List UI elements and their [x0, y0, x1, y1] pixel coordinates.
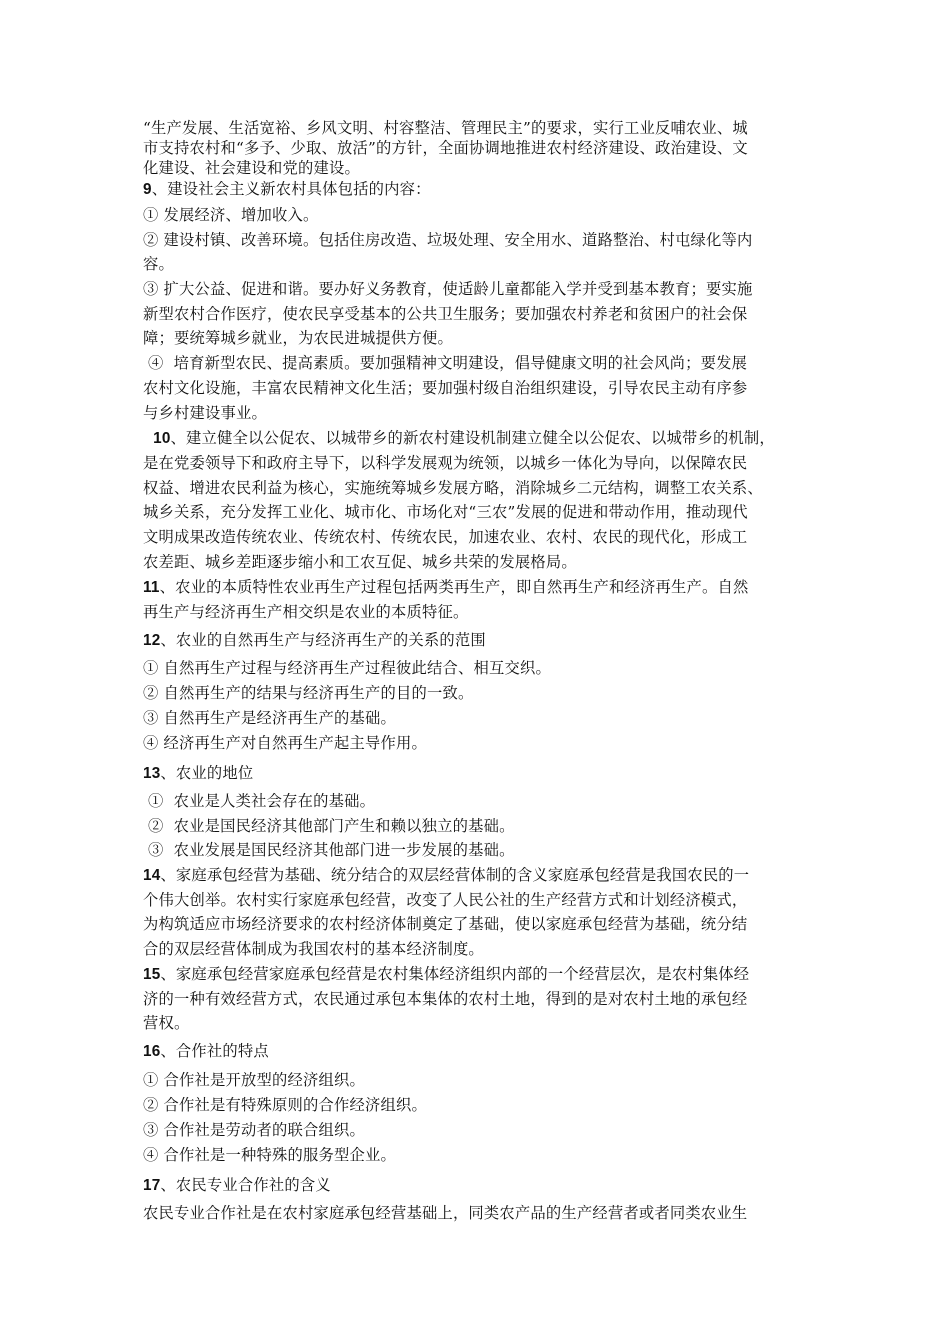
section-number: 14	[143, 867, 161, 884]
text-line: 障；要统筹城乡就业，为农民进城提供方便。	[143, 329, 453, 347]
section-heading: 9、建设社会主义新农村具体包括的内容：	[143, 180, 431, 198]
section-heading: 16、合作社的特点	[143, 1042, 269, 1060]
section-heading: 15、家庭承包经营家庭承包经营是农村集体经济组织内部的一个经营层次，是农村集体经	[143, 965, 750, 983]
text-line: 农差距、城乡差距逐步缩小和工农互促、城乡共荣的发展格局。	[143, 553, 577, 571]
text-line: 城乡关系，充分发挥工业化、城市化、市场化对“三农”发展的促进和带动作用，推动现代	[143, 503, 748, 521]
text-line: 新型农村合作医疗，使农民享受基本的公共卫生服务；要加强农村养老和贫困户的社会保	[143, 305, 748, 323]
text-line: 济的一种有效经营方式，农民通过承包本集体的农村土地，得到的是对农村土地的承包经	[143, 990, 748, 1008]
list-item: ① 自然再生产过程与经济再生产过程彼此结合、相互交织。	[143, 659, 551, 677]
section-heading: 11、农业的本质特性农业再生产过程包括两类再生产，即自然再生产和经济再生产。自然	[143, 578, 749, 596]
section-number: 17	[143, 1177, 161, 1194]
section-number: 13	[143, 765, 161, 782]
text-line: 农村文化设施，丰富农民精神文化生活；要加强村级自治组织建设，引导农民主动有序参	[143, 379, 748, 397]
section-heading: 10、建立健全以公促农、以城带乡的新农村建设机制建立健全以公促农、以城带乡的机制，	[153, 429, 775, 447]
list-item: ① 农业是人类社会存在的基础。	[143, 792, 376, 810]
section-number: 9	[143, 181, 152, 198]
text-line: 是在党委领导下和政府主导下，以科学发展观为统领，以城乡一体化为导向，以保障农民	[143, 454, 748, 472]
text-line: 与乡村建设事业。	[143, 404, 267, 422]
section-number: 16	[143, 1043, 161, 1060]
list-item: ② 合作社是有特殊原则的合作经济组织。	[143, 1096, 428, 1114]
list-item: ② 建设村镇、改善环境。包括住房改造、垃圾处理、安全用水、道路整治、村屯绿化等内	[143, 231, 753, 249]
text-line: 容。	[143, 255, 174, 273]
text-line: “生产发展、生活宽裕、乡风文明、村容整洁、管理民主”的要求，实行工业反哺农业、城	[143, 119, 748, 137]
section-heading: 14、家庭承包经营为基础、统分结合的双层经营体制的含义家庭承包经营是我国农民的一	[143, 866, 750, 884]
list-item: ② 农业是国民经济其他部门产生和赖以独立的基础。	[143, 817, 515, 835]
list-item: ③ 扩大公益、促进和谐。要办好义务教育，使适龄儿童都能入学并受到基本教育；要实施	[143, 280, 753, 298]
section-number: 15	[143, 966, 161, 983]
section-heading: 13、农业的地位	[143, 764, 254, 782]
text-line: 权益、增进农民利益为核心，实施统筹城乡发展方略，消除城乡二元结构，调整工农关系、	[143, 479, 763, 497]
section-number: 11	[143, 579, 160, 596]
section-heading: 12、农业的自然再生产与经济再生产的关系的范围	[143, 631, 486, 649]
text-line: 营权。	[143, 1014, 190, 1032]
text-line: 市支持农村和“多予、少取、放活”的方针，全面协调地推进农村经济建设、政治建设、文	[143, 139, 748, 157]
list-item: ④ 经济再生产对自然再生产起主导作用。	[143, 734, 428, 752]
text-line: 农民专业合作社是在农村家庭承包经营基础上，同类农产品的生产经营者或者同类农业生	[143, 1204, 748, 1222]
section-heading: 17、农民专业合作社的含义	[143, 1176, 331, 1194]
list-item: ④ 培育新型农民、提高素质。要加强精神文明建设，倡导健康文明的社会风尚；要发展	[143, 354, 748, 372]
text-line: 再生产与经济再生产相交织是农业的本质特征。	[143, 603, 469, 621]
list-item: ③ 合作社是劳动者的联合组织。	[143, 1121, 366, 1139]
text-line: 合的双层经营体制成为我国农村的基本经济制度。	[143, 940, 484, 958]
text-line: 化建设、社会建设和党的建设。	[143, 159, 360, 177]
section-number: 10	[153, 430, 171, 447]
list-item: ① 合作社是开放型的经济组织。	[143, 1071, 366, 1089]
text-line: 为构筑适应市场经济要求的农村经济体制奠定了基础，使以家庭承包经营为基础，统分结	[143, 915, 748, 933]
list-item: ③ 自然再生产是经济再生产的基础。	[143, 709, 397, 727]
text-line: 个伟大创举。农村实行家庭承包经营，改变了人民公社的生产经营方式和计划经济模式，	[143, 891, 748, 909]
list-item: ④ 合作社是一种特殊的服务型企业。	[143, 1146, 397, 1164]
list-item: ③ 农业发展是国民经济其他部门进一步发展的基础。	[143, 841, 515, 859]
list-item: ② 自然再生产的结果与经济再生产的目的一致。	[143, 684, 474, 702]
section-number: 12	[143, 632, 161, 649]
text-line: 文明成果改造传统农业、传统农村、传统农民，加速农业、农村、农民的现代化，形成工	[143, 528, 748, 546]
list-item: ① 发展经济、增加收入。	[143, 206, 319, 224]
